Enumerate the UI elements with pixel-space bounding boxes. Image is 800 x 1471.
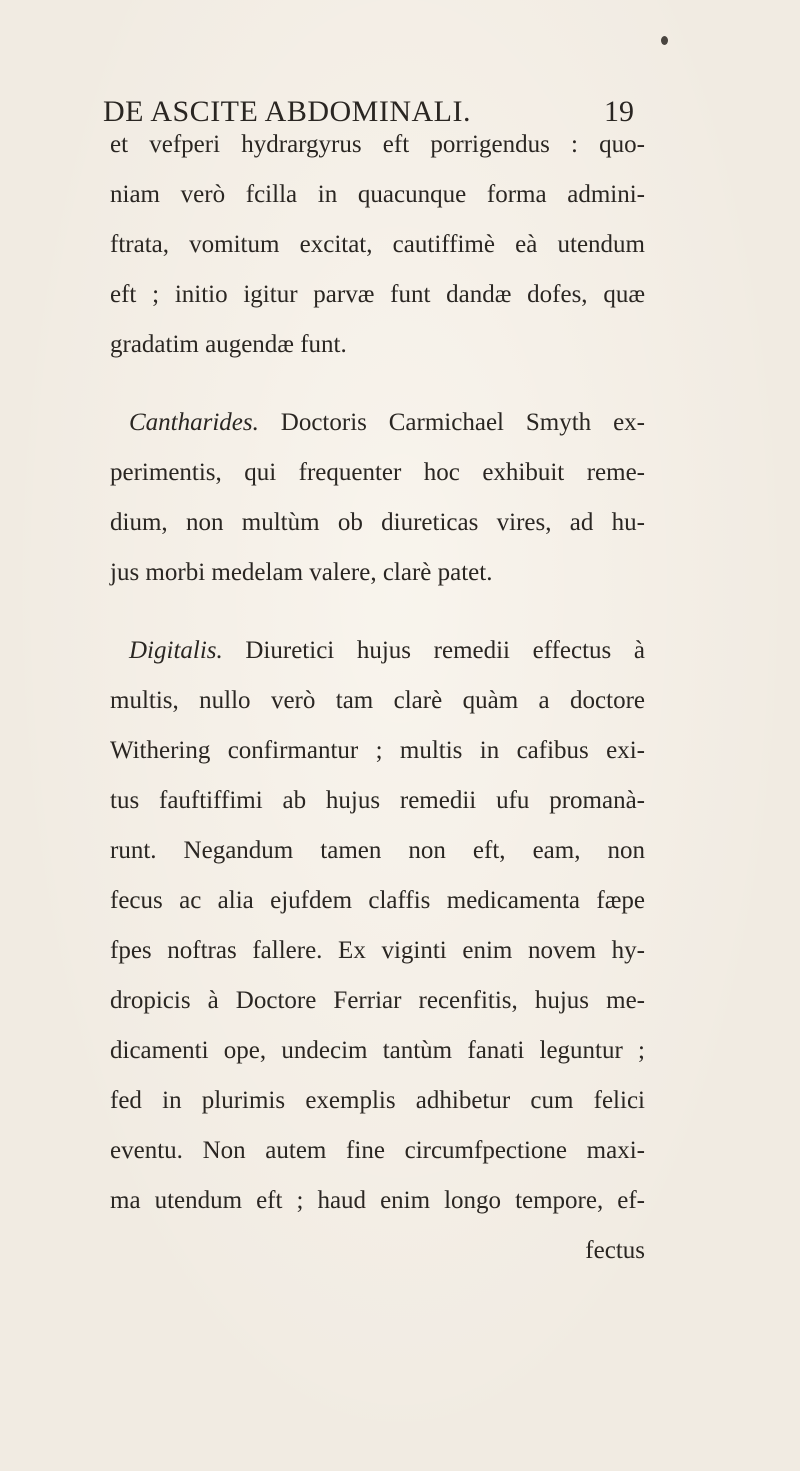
text-line: fed in plurimis exemplis adhibetur cum felici bbox=[110, 1087, 645, 1114]
paragraph-lead: Digitalis. bbox=[129, 637, 223, 664]
text-line: multis, nullo verò tam clarè quàm a doctore bbox=[110, 687, 645, 714]
text-line: et vefperi hydrargyrus eft porrigendus : quo- bbox=[110, 131, 645, 158]
paragraph-gap bbox=[110, 598, 645, 626]
text-line: fecus ac alia ejufdem claffis medicamenta fæpe bbox=[110, 887, 645, 914]
ink-dot bbox=[661, 36, 668, 45]
text-line bbox=[110, 398, 645, 448]
text-run: Diuretici hujus remedii effectus à bbox=[222, 637, 645, 664]
text-line: perimentis, qui frequenter hoc exhibuit reme- bbox=[110, 459, 645, 486]
text-line: tus fauftiffimi ab hujus remedii ufu promanà- bbox=[110, 787, 645, 814]
text-line: gradatim augendæ funt. bbox=[110, 331, 347, 358]
text-line: fpes noftras fallere. Ex viginti enim novem hy- bbox=[110, 937, 645, 964]
text-line: ma utendum eft ; haud enim longo tempore, ef- bbox=[110, 1187, 645, 1214]
body-text bbox=[110, 120, 645, 1276]
text-line: dicamenti ope, undecim tantùm fanati leguntur ; bbox=[110, 1037, 645, 1064]
text-line: eventu. Non autem fine circumfpectione maxi- bbox=[110, 1137, 645, 1164]
catchword: fectus bbox=[585, 1237, 645, 1264]
text-line: dropicis à Doctore Ferriar recenfitis, hujus me- bbox=[110, 987, 645, 1014]
running-title: DE ASCITE ABDOMINALI. bbox=[103, 95, 471, 128]
paragraph-lead: Cantharides. bbox=[129, 409, 259, 436]
text-line: ftrata, vomitum excitat, cautiffimè eà utendum bbox=[110, 231, 645, 258]
page-number: 19 bbox=[604, 95, 634, 128]
paragraph-squill bbox=[110, 120, 645, 370]
text-line: dium, non multùm ob diureticas vires, ad hu- bbox=[110, 509, 645, 536]
text-line: jus morbi medelam valere, clarè patet. bbox=[110, 559, 493, 586]
text-line: Withering confirmantur ; multis in cafibus exi- bbox=[110, 737, 645, 764]
paragraph-gap bbox=[110, 370, 645, 398]
text-run: Doctoris Carmichael Smyth ex- bbox=[258, 409, 645, 436]
text-line bbox=[110, 626, 645, 676]
paragraph-cantharides bbox=[110, 398, 645, 598]
text-line: eft ; initio igitur parvæ funt dandæ dofes, quæ bbox=[110, 281, 645, 308]
text-line: niam verò fcilla in quacunque forma admini- bbox=[110, 181, 645, 208]
text-line: runt. Negandum tamen non eft, eam, non bbox=[110, 837, 645, 864]
paragraph-digitalis bbox=[110, 626, 645, 1276]
